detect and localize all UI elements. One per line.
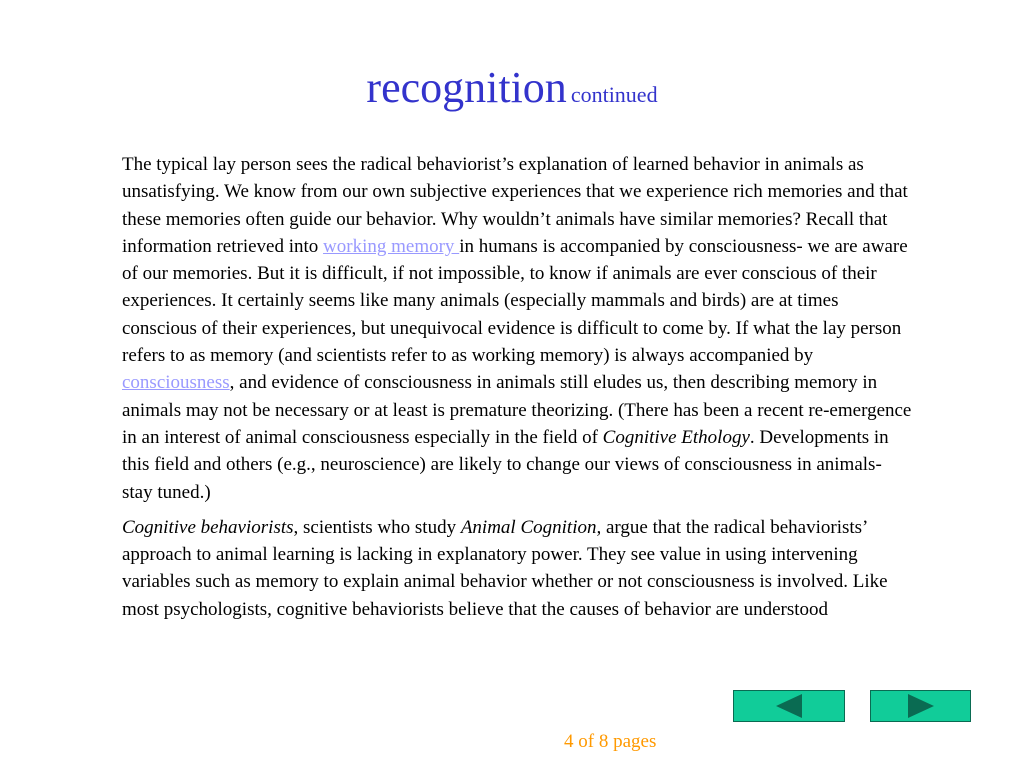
triangle-left-icon (774, 693, 804, 719)
body-text (122, 151, 914, 623)
page-title (0, 63, 1024, 112)
previous-page-button[interactable] (733, 690, 845, 722)
consciousness-link[interactable]: consciousness (122, 372, 230, 394)
emphasis-cognitive-ethology: Cognitive Ethology (602, 426, 750, 448)
paragraph-text: , scientists who study (293, 516, 461, 538)
triangle-right-icon (906, 693, 936, 719)
paragraph-text: . Developments in this field and others (e.g., neuroscience) are likely to change our views of consciousness in animals- stay tuned.) (122, 426, 889, 503)
emphasis-cognitive-behaviorists: Cognitive behaviorists (122, 516, 294, 538)
page-indicator: 4 of 8 pages (564, 731, 657, 752)
title-subtitle: continued (570, 82, 658, 107)
title-main: recognition (366, 63, 567, 112)
working-memory-link[interactable]: working memory (323, 235, 460, 257)
paragraph-text: argue that the radical behaviorists’ approach to animal learning is lacking in explanatory power. They see value in using intervening variables such as memory to explain animal behavior whether or not consciousness is involved. Like most psychologists, cognitive behaviorists believe that the causes of behavior are understood (122, 516, 888, 620)
paragraph-text: in humans is accompanied by consciousness- we are aware of our memories. But it is difficult, if not impossible, to know if animals are ever conscious of their experiences. It certainly seems like many animals (especially mammals and birds) are at times conscious of their experiences, but unequivocal evidence is difficult to come by. If what the lay person refers to as memory (and scientists refer to as working memory) is always accompanied by (122, 235, 908, 367)
paragraph-2 (122, 514, 914, 623)
emphasis-animal-cognition: Animal Cognition, (460, 516, 602, 538)
next-page-button[interactable] (870, 690, 971, 722)
paragraph-text: , and evidence of consciousness in animals still eludes us, then describing memory in animals may not be necessary or at least is premature theorizing. (There has been a recent re-emergence in an interest of animal consciousness especially in the field of (122, 372, 912, 448)
paragraph-text: The typical lay person sees the radical behaviorist’s explanation of learned behavior in animals as unsatisfying. We know from our own subjective experiences that we experience rich memories and that these memories often guide our behavior. Why wouldn’t animals have similar memories? Recall that information retrieved into (122, 154, 908, 257)
paragraph-1 (122, 151, 914, 506)
